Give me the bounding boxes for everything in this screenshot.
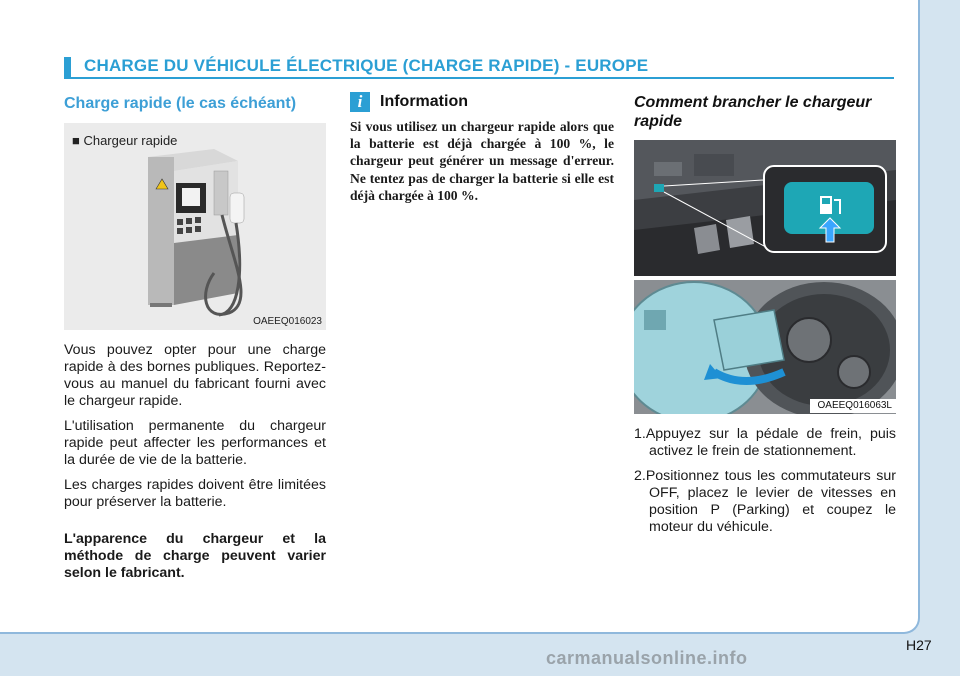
figure-caption: ■ Chargeur rapide [72, 133, 178, 148]
figure-code: OAEEQ016023 [253, 316, 322, 327]
figure-code: OAEEQ016063L [817, 400, 892, 411]
page-number: H27 [906, 637, 932, 653]
column-right [634, 92, 896, 544]
header-accent-bar [64, 57, 71, 77]
fast-charger-illustration [64, 123, 326, 330]
page-title: CHARGE DU VÉHICULE ÉLECTRIQUE (CHARGE RAPIDE) - EUROPE [84, 56, 649, 75]
watermark: carmanualsonline.info [546, 648, 748, 668]
list-item: 1.Appuyez sur la pédale de frein, puis activez le frein de stationnement. [634, 426, 896, 459]
paragraph: L'utilisation permanente du chargeur rapide peut affecter les performances et la durée de vie de la batterie. [64, 418, 326, 468]
pedal-photo [634, 140, 896, 276]
list-item: 2.Positionnez tous les commutateurs sur OFF, placez le levier de vitesses en position P (Parking) et coupez le moteur du véhicule. [634, 468, 896, 535]
column-left [64, 92, 326, 590]
column-middle [350, 92, 614, 204]
info-header [350, 92, 614, 112]
info-title: Information [380, 93, 468, 110]
charge-door-photo [634, 280, 896, 414]
paragraph: Les charges rapides doivent être limitées pour préserver la batterie. [64, 477, 326, 510]
header-rule [64, 77, 894, 79]
info-text: Si vous utilisez un chargeur rapide alors que la batterie est déjà chargée à 100 %, le chargeur peut générer un message d'erreur. Ne tentez pas de charger la batterie si elle est déjà chargée à 100 %. [350, 119, 614, 203]
bold-note: L'apparence du chargeur et la méthode de charge peuvent varier selon le fabricant. [64, 531, 326, 581]
steps-list [634, 426, 896, 536]
info-icon: i [350, 92, 370, 112]
section-heading: Charge rapide (le cas échéant) [64, 95, 297, 112]
section-heading: Comment brancher le chargeur rapide [634, 94, 872, 130]
paragraph: Vous pouvez opter pour une charge rapide à des bornes publiques. Reportez-vous au manuel du fabricant fourni avec le chargeur rapide. [64, 342, 326, 409]
charger-figure [64, 123, 326, 330]
pedal-and-port-illustration [634, 140, 896, 276]
charge-door-illustration [634, 280, 896, 414]
